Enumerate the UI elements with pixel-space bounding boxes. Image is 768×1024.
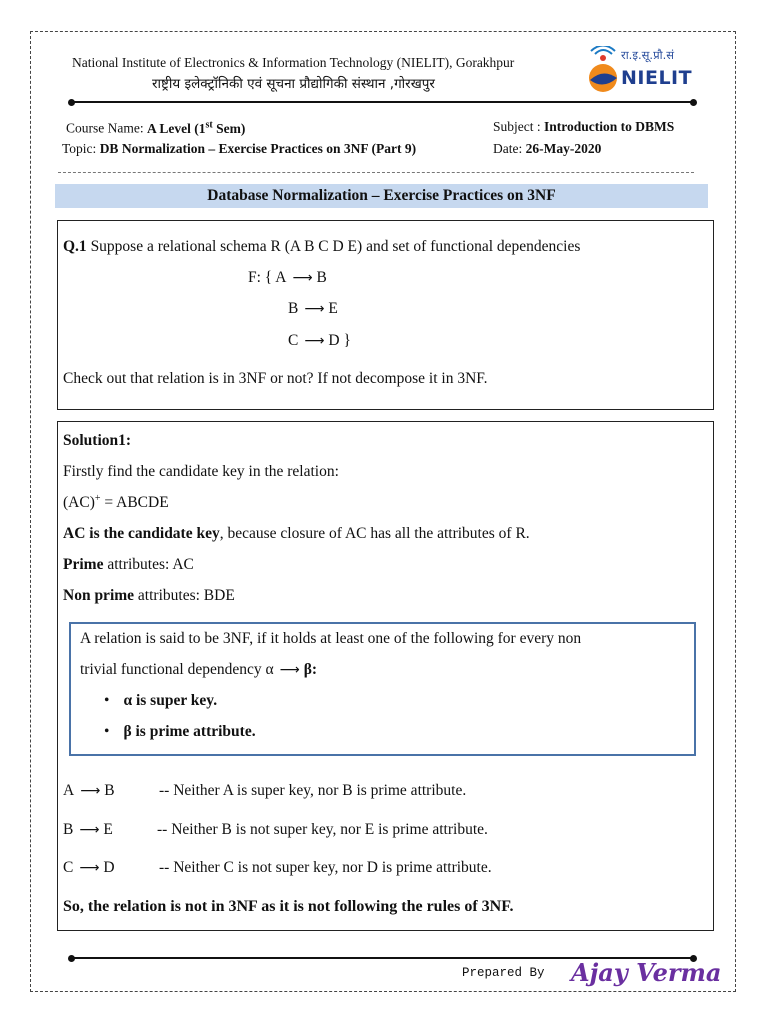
rule-line-2-text: trivial functional dependency α [80,661,274,678]
check-line-1 [63,782,115,800]
meta-divider [58,172,694,173]
conclusion-text: So, the relation is not in 3NF as it is not following the rules of 3NF. [63,898,514,915]
bullet-2-text: β is prime attribute. [123,723,256,740]
fd2-rhs: E [328,300,338,317]
check1-lhs: A [63,782,75,799]
candidate-key-line [63,525,530,543]
date-label: Date: [493,141,526,156]
right-arrow-icon: ⟶ [292,270,313,286]
check-line-3 [63,859,115,877]
prime-attributes-line [63,556,194,574]
subject-label: Subject : [493,119,544,134]
question-ask: Check out that relation is in 3NF or not? If not decompose it in 3NF. [63,370,488,387]
logo-text-hindi: रा.इ.सू.प्रौ.सं [621,48,675,62]
check-note-2: -- Neither B is not super key, nor E is prime attribute. [157,821,488,838]
topic-value: DB Normalization – Exercise Practices on 3NF (Part 9) [99,141,417,156]
fd-line-1 [248,269,327,287]
right-arrow-icon: ⟶ [80,783,101,799]
rule-bullet-2 [104,723,256,741]
closure-rhs: = ABCDE [100,494,169,512]
question-number: Q.1 [63,238,87,255]
author-signature: Ajay Verma [571,958,722,987]
prime-bold: Prime [63,556,104,573]
closure-lhs: (AC) [63,494,95,512]
institute-name-hindi: राष्ट्रीय इलेक्ट्रॉनिकी एवं सूचना प्रौद्योगिकी संस्थान ,गोरखपुर [152,76,435,92]
date-value: 26-May-2020 [525,141,602,156]
fd2-lhs: B [288,300,299,317]
solution-heading-text: Solution1: [63,432,132,449]
fd3-rhs: D } [328,332,351,349]
question-text [63,238,580,256]
institute-name-english: National Institute of Electronics & Information Technology (NIELIT), Gorakhpur [72,55,515,70]
header-rule [71,101,693,103]
check2-lhs: B [63,821,74,838]
right-arrow-icon: ⟶ [79,822,100,838]
logo-emblem-icon [585,46,625,96]
check-line-2 [63,821,113,839]
subject-value: Introduction to DBMS [544,119,675,134]
fd1-rhs: B [316,269,327,286]
nielit-logo [585,44,697,98]
closure-line [63,493,169,512]
question-body: Suppose a relational schema R (A B C D E) and set of functional dependencies [86,238,581,255]
nonprime-bold: Non prime [63,587,135,604]
header-rule-right-dot [690,99,697,106]
check-note-1: -- Neither A is super key, nor B is prime attribute. [159,782,467,799]
date [493,141,601,157]
logo-text-english: NIELIT [621,67,693,89]
course-name [66,119,245,137]
course-value: A Level (1 [146,120,206,136]
prime-rest: attributes: AC [103,556,194,573]
fd-line-2 [288,300,338,318]
bullet-icon: • [104,723,110,740]
rule-line-2 [80,661,317,679]
nonprime-rest: attributes: BDE [134,587,235,604]
bullet-1-text: α is super key. [123,692,218,709]
rule-bullet-1 [104,692,217,710]
rule-line-1: A relation is said to be 3NF, if it holds at least one of the following for every non [80,630,582,647]
check2-rhs: E [103,821,113,838]
solution-line-1: Firstly find the candidate key in the relation: [63,463,339,480]
topic [62,141,416,157]
rule-line-2-end: β: [303,661,318,678]
course-label: Course Name: [66,120,147,136]
fd-line-3 [288,332,351,350]
solution-heading [63,432,131,450]
candidate-key-rest: , because closure of AC has all the attributes of R. [219,525,530,542]
check1-rhs: B [104,782,115,799]
topic-label: Topic: [62,141,100,156]
check3-rhs: D [103,859,115,876]
right-arrow-icon: ⟶ [279,662,300,678]
fd3-lhs: C [288,332,299,349]
conclusion [63,898,514,916]
page-title: Database Normalization – Exercise Practices on 3NF [55,184,708,208]
right-arrow-icon: ⟶ [79,860,100,876]
bullet-icon: • [104,692,110,709]
prepared-by-label: Prepared By [462,966,545,980]
course-sup: st [205,119,213,130]
course-tail: Sem) [212,120,246,136]
fd1-lhs: F: { A [248,269,287,286]
closure-sup: + [94,493,101,504]
check-note-3: -- Neither C is not super key, nor D is prime attribute. [159,859,492,876]
subject [493,119,674,135]
candidate-key-bold: AC is the candidate key [63,525,220,542]
right-arrow-icon: ⟶ [304,301,325,317]
right-arrow-icon: ⟶ [304,333,325,349]
check3-lhs: C [63,859,74,876]
nonprime-attributes-line [63,587,235,605]
